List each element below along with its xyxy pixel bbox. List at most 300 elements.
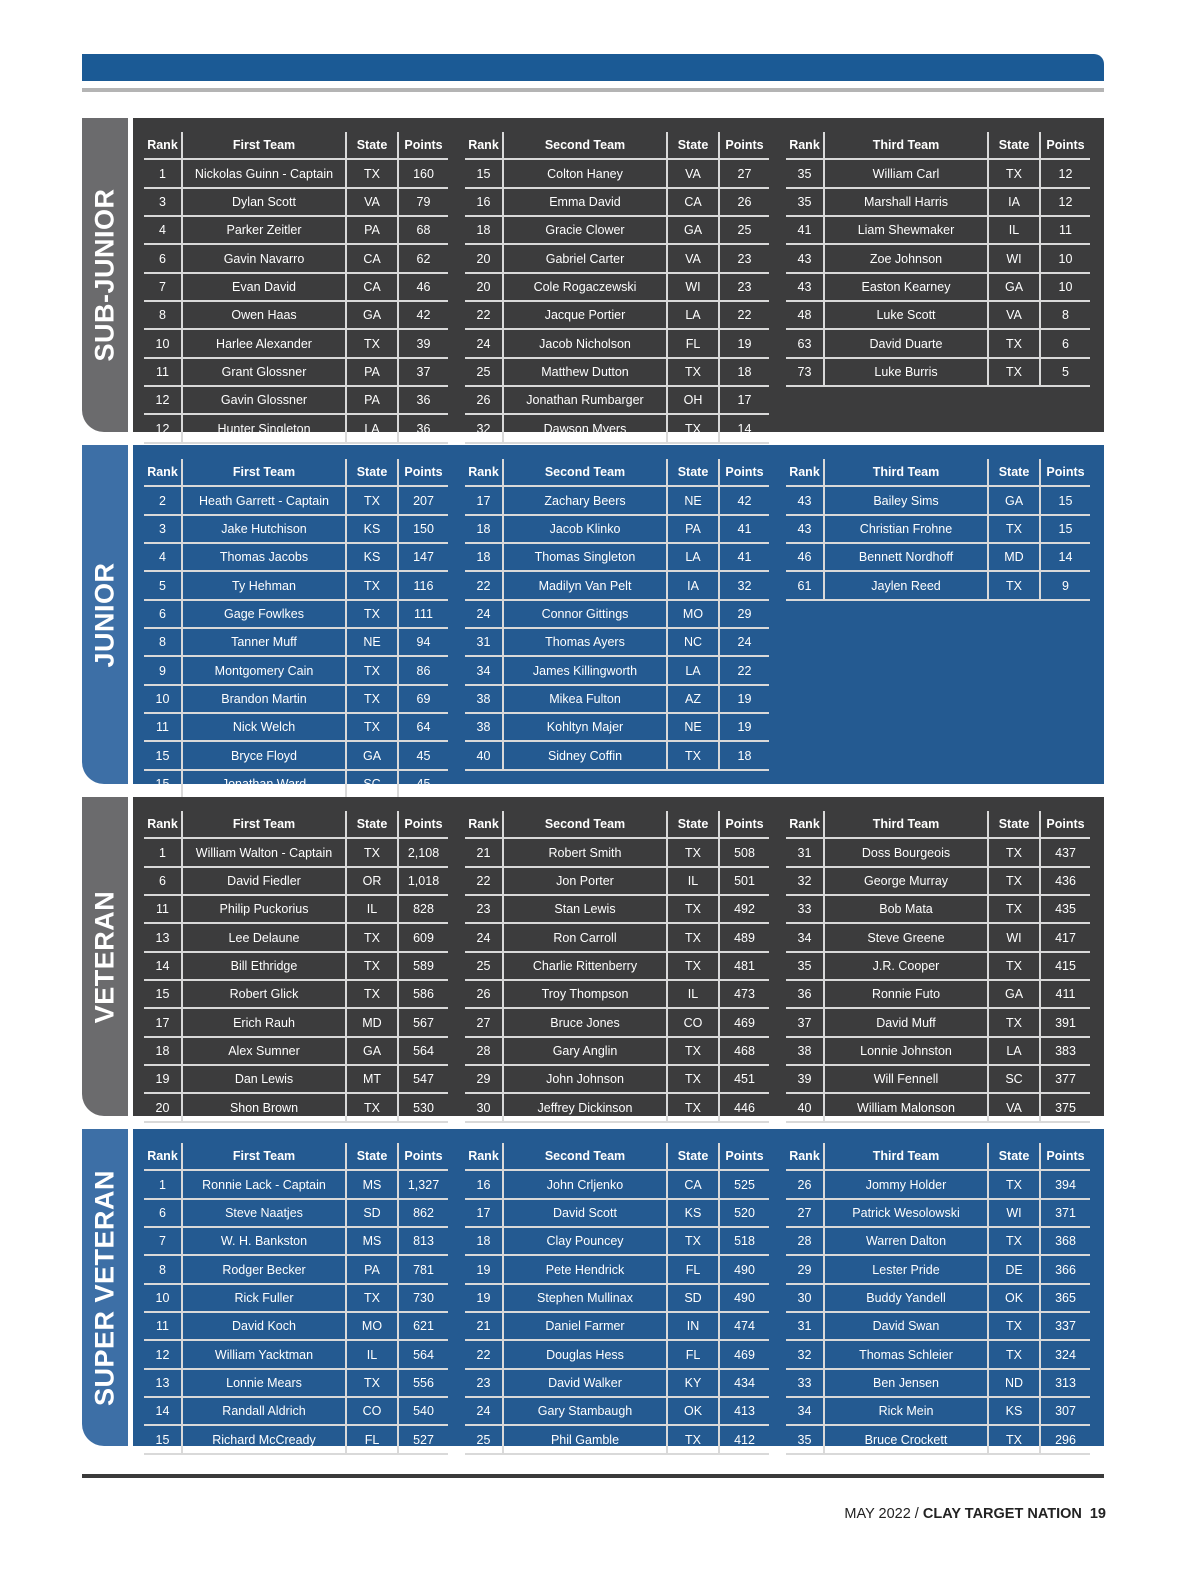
footer-date: MAY 2022 / — [844, 1506, 923, 1522]
points-cell: 366 — [1040, 1255, 1090, 1283]
name-cell: Gavin Navarro — [182, 244, 346, 272]
rank-cell: 15 — [144, 741, 182, 769]
team-table — [786, 811, 1090, 1123]
rank-cell: 15 — [144, 1425, 182, 1453]
points-cell: 781 — [398, 1255, 448, 1283]
table-row — [465, 1093, 769, 1121]
state-cell: TX — [667, 1037, 719, 1065]
points-cell: 313 — [1040, 1369, 1090, 1397]
table-row — [144, 1397, 448, 1425]
rank-cell: 36 — [786, 980, 824, 1008]
table-row — [786, 980, 1090, 1008]
points-cell: 520 — [719, 1199, 769, 1227]
points-cell: 413 — [719, 1397, 769, 1425]
state-cell: TX — [346, 1093, 398, 1121]
state-cell: TX — [988, 515, 1040, 543]
table-row — [465, 923, 769, 951]
name-cell: Lester Pride — [824, 1255, 988, 1283]
name-cell: Robert Smith — [503, 838, 667, 866]
table-row — [465, 600, 769, 628]
points-cell: 434 — [719, 1369, 769, 1397]
name-cell: Bryce Floyd — [182, 741, 346, 769]
points-cell: 18 — [719, 358, 769, 386]
table-header-row — [786, 811, 1090, 838]
name-cell: Jacque Portier — [503, 301, 667, 329]
points-cell: 19 — [719, 685, 769, 713]
rank-cell: 7 — [144, 1227, 182, 1255]
section-label-tab — [82, 445, 128, 784]
rank-cell: 10 — [144, 1284, 182, 1312]
state-cell: TX — [988, 867, 1040, 895]
table-row — [144, 1065, 448, 1093]
rank-cell: 6 — [144, 600, 182, 628]
points-cell: 22 — [719, 656, 769, 684]
table-row — [144, 1008, 448, 1036]
name-cell: Bruce Jones — [503, 1008, 667, 1036]
points-cell: 45 — [398, 770, 448, 798]
points-cell: 556 — [398, 1369, 448, 1397]
points-cell: 383 — [1040, 1037, 1090, 1065]
rank-cell: 18 — [465, 1227, 503, 1255]
points-cell: 64 — [398, 713, 448, 741]
points-cell: 12 — [1040, 159, 1090, 187]
table-row — [786, 543, 1090, 571]
points-cell: 42 — [719, 486, 769, 514]
name-cell: David Fiedler — [182, 867, 346, 895]
table-row — [786, 515, 1090, 543]
points-cell: 813 — [398, 1227, 448, 1255]
table-header-row — [465, 459, 769, 486]
state-cell: TX — [667, 895, 719, 923]
column-header-state: State — [346, 811, 398, 838]
state-cell: WI — [667, 273, 719, 301]
table-row — [465, 685, 769, 713]
rank-cell: 12 — [144, 386, 182, 414]
name-cell: Nickolas Guinn - Captain — [182, 159, 346, 187]
rank-cell: 10 — [144, 329, 182, 357]
state-cell: NE — [667, 486, 719, 514]
table-row — [465, 1037, 769, 1065]
rank-cell: 8 — [144, 628, 182, 656]
table-row — [144, 770, 448, 798]
name-cell: Jonathan Rumbarger — [503, 386, 667, 414]
rank-cell: 43 — [786, 244, 824, 272]
points-cell: 32 — [719, 571, 769, 599]
state-cell: TX — [988, 159, 1040, 187]
points-cell: 42 — [398, 301, 448, 329]
name-cell: Bailey Sims — [824, 486, 988, 514]
state-cell: KS — [667, 1199, 719, 1227]
column-header-rank: Rank — [786, 132, 824, 159]
points-cell: 23 — [719, 244, 769, 272]
name-cell: Ronnie Lack - Captain — [182, 1170, 346, 1198]
points-cell: 150 — [398, 515, 448, 543]
state-cell: MS — [346, 1170, 398, 1198]
column-header-rank: Rank — [465, 1143, 503, 1170]
table-row — [786, 571, 1090, 599]
name-cell: Bob Mata — [824, 895, 988, 923]
points-cell: 468 — [719, 1037, 769, 1065]
points-cell: 17 — [719, 386, 769, 414]
table-row — [786, 1340, 1090, 1368]
state-cell: TX — [988, 358, 1040, 386]
name-cell: Marshall Harris — [824, 188, 988, 216]
points-cell: 730 — [398, 1284, 448, 1312]
table-row — [465, 1255, 769, 1283]
state-cell: CA — [667, 188, 719, 216]
points-cell: 46 — [398, 273, 448, 301]
state-cell: IL — [667, 980, 719, 1008]
rank-cell: 29 — [465, 1065, 503, 1093]
state-cell: PA — [346, 1255, 398, 1283]
table-row — [465, 1340, 769, 1368]
section-panel — [133, 118, 1104, 436]
rank-cell: 23 — [465, 895, 503, 923]
rank-cell: 7 — [144, 273, 182, 301]
state-cell: TX — [988, 1312, 1040, 1340]
state-cell: TX — [988, 895, 1040, 923]
points-cell: 564 — [398, 1340, 448, 1368]
column-header-points: Points — [398, 1143, 448, 1170]
table-row — [465, 656, 769, 684]
rank-cell: 27 — [786, 1199, 824, 1227]
points-cell: 69 — [398, 685, 448, 713]
name-cell: W. H. Bankston — [182, 1227, 346, 1255]
state-cell: GA — [346, 301, 398, 329]
state-cell: TX — [346, 713, 398, 741]
name-cell: Luke Burris — [824, 358, 988, 386]
name-cell: Jeffrey Dickinson — [503, 1093, 667, 1121]
rank-cell: 31 — [786, 1312, 824, 1340]
footer-publication: CLAY TARGET NATION — [922, 1506, 1082, 1522]
column-header-rank: Rank — [465, 459, 503, 486]
name-cell: Doss Bourgeois — [824, 838, 988, 866]
points-cell: 24 — [719, 628, 769, 656]
column-header-points: Points — [398, 811, 448, 838]
state-cell: MO — [346, 1312, 398, 1340]
rank-cell: 1 — [144, 1170, 182, 1198]
points-cell: 518 — [719, 1227, 769, 1255]
table-row — [465, 386, 769, 414]
table-row — [465, 159, 769, 187]
column-header-team: Third Team — [824, 1143, 988, 1170]
rank-cell: 32 — [786, 1340, 824, 1368]
name-cell: Hunter Singleton — [182, 414, 346, 442]
rank-cell: 32 — [786, 867, 824, 895]
name-cell: Jacob Nicholson — [503, 329, 667, 357]
name-cell: Shon Brown — [182, 1093, 346, 1121]
name-cell: Jacob Klinko — [503, 515, 667, 543]
name-cell: Thomas Jacobs — [182, 543, 346, 571]
section-label-tab — [82, 797, 128, 1116]
state-cell: TX — [346, 1369, 398, 1397]
table-row — [786, 1312, 1090, 1340]
table-row — [465, 1170, 769, 1198]
state-cell: TX — [988, 1340, 1040, 1368]
page-number: 19 — [1089, 1506, 1106, 1522]
table-row — [786, 1065, 1090, 1093]
column-header-state: State — [346, 132, 398, 159]
rank-cell: 46 — [786, 543, 824, 571]
rank-cell: 17 — [144, 1008, 182, 1036]
name-cell: Zoe Johnson — [824, 244, 988, 272]
name-cell: Warren Dalton — [824, 1227, 988, 1255]
table-row — [786, 1284, 1090, 1312]
name-cell: David Koch — [182, 1312, 346, 1340]
section-super-veteran — [82, 1129, 1104, 1446]
rank-cell: 40 — [465, 741, 503, 769]
points-cell: 94 — [398, 628, 448, 656]
state-cell: TX — [988, 838, 1040, 866]
section-label: VETERAN — [89, 890, 120, 1023]
column-header-rank: Rank — [144, 132, 182, 159]
points-cell: 451 — [719, 1065, 769, 1093]
name-cell: Ron Carroll — [503, 923, 667, 951]
points-cell: 11 — [1040, 216, 1090, 244]
name-cell: Rick Fuller — [182, 1284, 346, 1312]
name-cell: Will Fennell — [824, 1065, 988, 1093]
state-cell: VA — [988, 301, 1040, 329]
state-cell: AZ — [667, 685, 719, 713]
table-row — [144, 1284, 448, 1312]
name-cell: David Scott — [503, 1199, 667, 1227]
team-table — [465, 459, 769, 771]
rank-cell: 31 — [465, 628, 503, 656]
team-table — [144, 1143, 448, 1455]
table-row — [786, 329, 1090, 357]
rank-cell: 41 — [786, 216, 824, 244]
table-row — [786, 1008, 1090, 1036]
points-cell: 160 — [398, 159, 448, 187]
name-cell: George Murray — [824, 867, 988, 895]
name-cell: Lonnie Johnston — [824, 1037, 988, 1065]
table-row — [786, 1255, 1090, 1283]
column-header-points: Points — [719, 459, 769, 486]
rank-cell: 12 — [144, 414, 182, 442]
state-cell: KS — [988, 1397, 1040, 1425]
rank-cell: 38 — [465, 713, 503, 741]
state-cell: TX — [988, 1170, 1040, 1198]
header-rule — [82, 88, 1104, 92]
state-cell: NE — [667, 713, 719, 741]
rank-cell: 13 — [144, 923, 182, 951]
name-cell: Thomas Schleier — [824, 1340, 988, 1368]
table-row — [144, 244, 448, 272]
rank-cell: 35 — [786, 159, 824, 187]
name-cell: Bruce Crockett — [824, 1425, 988, 1453]
points-cell: 411 — [1040, 980, 1090, 1008]
table-row — [465, 1312, 769, 1340]
state-cell: CO — [667, 1008, 719, 1036]
state-cell: MO — [667, 600, 719, 628]
points-cell: 15 — [1040, 515, 1090, 543]
state-cell: SC — [346, 770, 398, 798]
table-row — [144, 216, 448, 244]
table-row — [144, 386, 448, 414]
rank-cell: 14 — [144, 1397, 182, 1425]
column-header-rank: Rank — [465, 811, 503, 838]
state-cell: TX — [667, 358, 719, 386]
table-header-row — [465, 811, 769, 838]
table-header-row — [786, 1143, 1090, 1170]
rank-cell: 16 — [465, 1170, 503, 1198]
table-row — [465, 414, 769, 442]
name-cell: Dylan Scott — [182, 188, 346, 216]
name-cell: James Killingworth — [503, 656, 667, 684]
state-cell: VA — [667, 244, 719, 272]
table-row — [144, 1199, 448, 1227]
name-cell: Dan Lewis — [182, 1065, 346, 1093]
rank-cell: 4 — [144, 216, 182, 244]
rank-cell: 26 — [786, 1170, 824, 1198]
table-row — [465, 1425, 769, 1453]
rank-cell: 1 — [144, 159, 182, 187]
rank-cell: 25 — [465, 358, 503, 386]
points-cell: 2,108 — [398, 838, 448, 866]
column-header-state: State — [988, 459, 1040, 486]
table-row — [144, 1093, 448, 1121]
points-cell: 446 — [719, 1093, 769, 1121]
table-row — [465, 1227, 769, 1255]
table-header-row — [465, 132, 769, 159]
points-cell: 862 — [398, 1199, 448, 1227]
table-row — [144, 1369, 448, 1397]
table-row — [786, 923, 1090, 951]
state-cell: NE — [346, 628, 398, 656]
table-row — [786, 216, 1090, 244]
state-cell: GA — [346, 741, 398, 769]
table-row — [786, 1037, 1090, 1065]
name-cell: Philip Puckorius — [182, 895, 346, 923]
column-header-points: Points — [1040, 132, 1090, 159]
state-cell: MS — [346, 1227, 398, 1255]
table-row — [144, 838, 448, 866]
table-row — [144, 923, 448, 951]
points-cell: 19 — [719, 329, 769, 357]
table-row — [786, 1425, 1090, 1453]
name-cell: Jaylen Reed — [824, 571, 988, 599]
name-cell: Jonathan Ward — [182, 770, 346, 798]
rank-cell: 30 — [465, 1093, 503, 1121]
state-cell: FL — [667, 329, 719, 357]
state-cell: KS — [346, 543, 398, 571]
rank-cell: 31 — [786, 838, 824, 866]
name-cell: William Walton - Captain — [182, 838, 346, 866]
state-cell: TX — [346, 923, 398, 951]
table-row — [786, 1227, 1090, 1255]
name-cell: Matthew Dutton — [503, 358, 667, 386]
table-row — [465, 713, 769, 741]
points-cell: 9 — [1040, 571, 1090, 599]
rank-cell: 10 — [144, 685, 182, 713]
table-row — [144, 1425, 448, 1453]
points-cell: 36 — [398, 386, 448, 414]
state-cell: SD — [667, 1284, 719, 1312]
table-row — [144, 952, 448, 980]
state-cell: TX — [346, 600, 398, 628]
table-row — [465, 741, 769, 769]
state-cell: TX — [988, 1008, 1040, 1036]
points-cell: 481 — [719, 952, 769, 980]
state-cell: DE — [988, 1255, 1040, 1283]
table-row — [465, 543, 769, 571]
state-cell: SD — [346, 1199, 398, 1227]
points-cell: 492 — [719, 895, 769, 923]
points-cell: 6 — [1040, 329, 1090, 357]
section-label: SUPER VETERAN — [89, 1169, 120, 1406]
name-cell: Bennett Nordhoff — [824, 543, 988, 571]
name-cell: Jake Hutchison — [182, 515, 346, 543]
team-table — [465, 132, 769, 444]
table-header-row — [786, 132, 1090, 159]
column-header-points: Points — [1040, 811, 1090, 838]
name-cell: David Muff — [824, 1008, 988, 1036]
table-row — [144, 685, 448, 713]
rank-cell: 19 — [465, 1255, 503, 1283]
column-header-rank: Rank — [144, 811, 182, 838]
name-cell: Easton Kearney — [824, 273, 988, 301]
state-cell: GA — [988, 980, 1040, 1008]
name-cell: Bill Ethridge — [182, 952, 346, 980]
column-header-rank: Rank — [144, 459, 182, 486]
table-row — [786, 867, 1090, 895]
name-cell: Troy Thompson — [503, 980, 667, 1008]
rank-cell: 33 — [786, 1369, 824, 1397]
rank-cell: 43 — [786, 273, 824, 301]
name-cell: Erich Rauh — [182, 1008, 346, 1036]
state-cell: TX — [667, 838, 719, 866]
table-row — [786, 188, 1090, 216]
points-cell: 207 — [398, 486, 448, 514]
name-cell: Alex Sumner — [182, 1037, 346, 1065]
state-cell: TX — [667, 414, 719, 442]
section-label-tab — [82, 1129, 128, 1446]
rank-cell: 20 — [465, 244, 503, 272]
state-cell: PA — [667, 515, 719, 543]
state-cell: TX — [988, 1425, 1040, 1453]
points-cell: 68 — [398, 216, 448, 244]
section-veteran — [82, 797, 1104, 1116]
table-row — [465, 980, 769, 1008]
rank-cell: 37 — [786, 1008, 824, 1036]
column-header-rank: Rank — [786, 1143, 824, 1170]
table-row — [465, 301, 769, 329]
rank-cell: 21 — [465, 1312, 503, 1340]
section-label: JUNIOR — [89, 561, 120, 668]
table-row — [144, 159, 448, 187]
state-cell: TX — [988, 952, 1040, 980]
rank-cell: 8 — [144, 301, 182, 329]
state-cell: LA — [667, 301, 719, 329]
column-header-rank: Rank — [144, 1143, 182, 1170]
name-cell: Luke Scott — [824, 301, 988, 329]
name-cell: Grant Glossner — [182, 358, 346, 386]
points-cell: 5 — [1040, 358, 1090, 386]
rank-cell: 24 — [465, 923, 503, 951]
name-cell: Randall Aldrich — [182, 1397, 346, 1425]
points-cell: 474 — [719, 1312, 769, 1340]
table-row — [786, 895, 1090, 923]
name-cell: Patrick Wesolowski — [824, 1199, 988, 1227]
points-cell: 15 — [1040, 486, 1090, 514]
rank-cell: 6 — [144, 867, 182, 895]
rank-cell: 2 — [144, 486, 182, 514]
table-row — [465, 895, 769, 923]
points-cell: 567 — [398, 1008, 448, 1036]
team-table — [786, 1143, 1090, 1455]
table-row — [144, 414, 448, 442]
rank-cell: 27 — [465, 1008, 503, 1036]
